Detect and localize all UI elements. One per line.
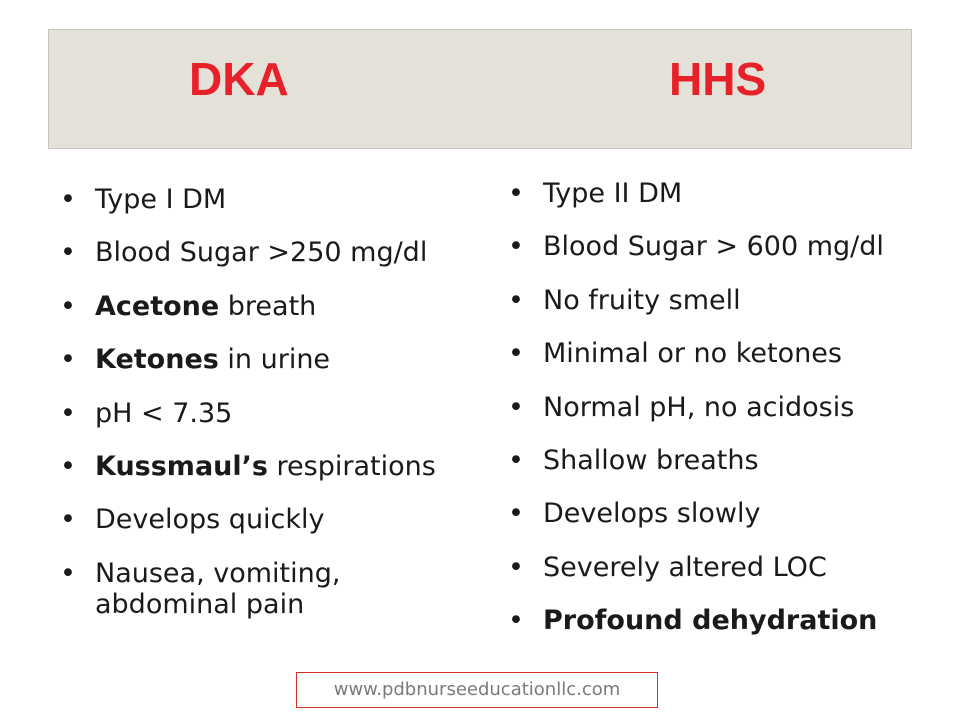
list-item: • Minimal or no ketones [508, 338, 884, 370]
list-item: • Develops slowly [508, 498, 884, 530]
dka-heading: DKA [189, 53, 289, 105]
list-item: • Nausea, vomiting, abdominal pain [60, 558, 415, 621]
list-item: • No fruity smell [508, 285, 884, 317]
hhs-bullet-list [508, 178, 884, 659]
list-item: • Severely altered LOC [508, 552, 884, 584]
list-item: • Acetone breath [60, 291, 436, 323]
list-item: • Type I DM [60, 184, 436, 216]
list-item: • Ketones in urine [60, 344, 436, 376]
list-item: • Kussmaul’s respirations [60, 451, 436, 483]
list-item: • Develops quickly [60, 504, 436, 536]
list-item: • Type II DM [508, 178, 884, 210]
title-banner [48, 29, 912, 149]
website-url-box[interactable] [296, 672, 658, 708]
hhs-heading: HHS [669, 53, 767, 105]
list-item: • pH < 7.35 [60, 398, 436, 430]
list-item: • Normal pH, no acidosis [508, 392, 884, 424]
list-item: • Shallow breaths [508, 445, 884, 477]
list-item: • Blood Sugar > 600 mg/dl [508, 231, 884, 263]
list-item: • Blood Sugar >250 mg/dl [60, 237, 436, 269]
list-item: • Profound dehydration [508, 605, 884, 637]
website-url[interactable]: www.pdbnurseeducationllc.com [333, 679, 621, 700]
dka-bullet-list [60, 184, 436, 642]
